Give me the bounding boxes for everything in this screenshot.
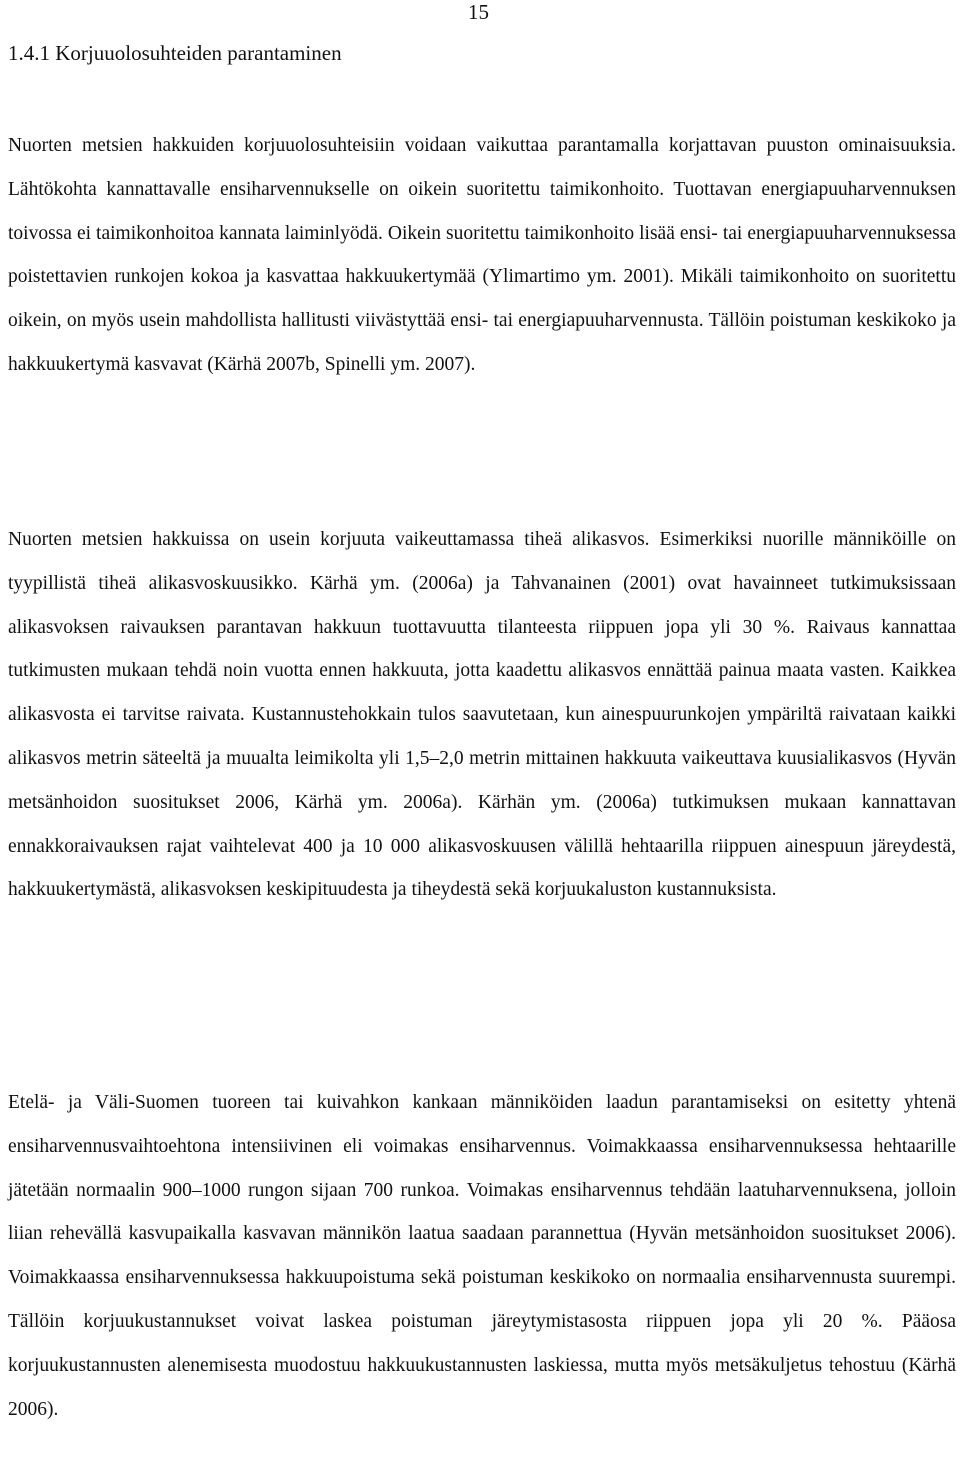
section-heading: 1.4.1 Korjuuolosuhteiden parantaminen — [8, 41, 342, 65]
paragraph-stand-improvement: Nuorten metsien hakkuiden korjuuolosuhteisiin voidaan vaikuttaa parantamalla korjattavan puuston ominaisuuksia. Lähtökohta kannattavalle ensiharvennukselle on oikein suoritettu taimikonhoito. Tuottavan energiapuuharvennuksen toivossa ei taimikonhoitoa kannata laiminlyödä. Oikein suoritettu taimikonhoito lisää ensi- tai energiapuuharvennuksessa poistettavien runkojen kokoa ja kasvattaa hakkuukertymää (Ylimartimo ym. 2001). Mikäli taimikonhoito on suoritettu oikein, on myös usein mahdollista hallitusti viivästyttää ensi- tai energiapuuharvennusta. Tällöin poistuman keskikoko ja hakkuukertymä kasvavat (Kärhä 2007b, Spinelli ym. 2007). — [8, 135, 956, 375]
page-number: 15 — [468, 0, 489, 24]
paragraph-intensive-thinning: Etelä- ja Väli-Suomen tuoreen tai kuivahkon kankaan männiköiden laadun parantamiseksi on esitetty yhtenä ensiharvennusvaihtoehtona intensiivinen eli voimakas ensiharvennus. Voimakkaassa ensiharvennuksessa hehtaarille jätetään normaalin 900–1000 rungon sijaan 700 runkoa. Voimakas ensiharvennus tehdään laatuharvennuksena, jolloin liian rehevällä kasvupaikalla kasvavan männikön laatua saadaan parannettua (Hyvän metsänhoidon suositukset 2006). Voimakkaassa ensiharvennuksessa hakkuupoistuma sekä poistuman keskikoko on normaalia ensiharvennusta suurempi. Tällöin korjuukustannukset voivat laskea poistuman järeytymistasosta riippuen jopa yli 20 %. Pääosa korjuukustannusten alenemisesta muodostuu hakkuukustannusten laskiessa, mutta myös metsäkuljetus tehostuu (Kärhä 2006). — [8, 1092, 956, 1420]
paragraph-undergrowth-clearing: Nuorten metsien hakkuissa on usein korjuuta vaikeuttamassa tiheä alikasvos. Esimerkiksi nuorille männiköille on tyypillistä tiheä alikasvoskuusikko. Kärhä ym. (2006a) ja Tahvanainen (2001) ovat havainneet tutkimuksissaan alikasvoksen raivauksen parantavan hakkuun tuottavuutta tilanteesta riippuen jopa yli 30 %. Raivaus kannattaa tutkimusten mukaan tehdä noin vuotta ennen hakkuuta, jotta kaadettu alikasvos ennättää painua maata vasten. Kaikkea alikasvosta ei tarvitse raivata. Kustannustehokkain tulos saavutetaan, kun ainespuurunkojen ympäriltä raivataan kaikki alikasvos metrin säteeltä ja muualta leimikolta yli 1,5–2,0 metrin mittainen hakkuuta vaikeuttava kuusialikasvos (Hyvän metsänhoidon suositukset 2006, Kärhä ym. 2006a). Kärhän ym. (2006a) tutkimuksen mukaan kannattavan ennakkoraivauksen rajat vaihtelevat 400 ja 10 000 alikasvoskuusen välillä hehtaarilla riippuen ainespuun järeydestä, hakkuukertymästä, alikasvoksen keskipituudesta ja tiheydestä sekä korjuukaluston kustannuksista. — [8, 529, 956, 901]
